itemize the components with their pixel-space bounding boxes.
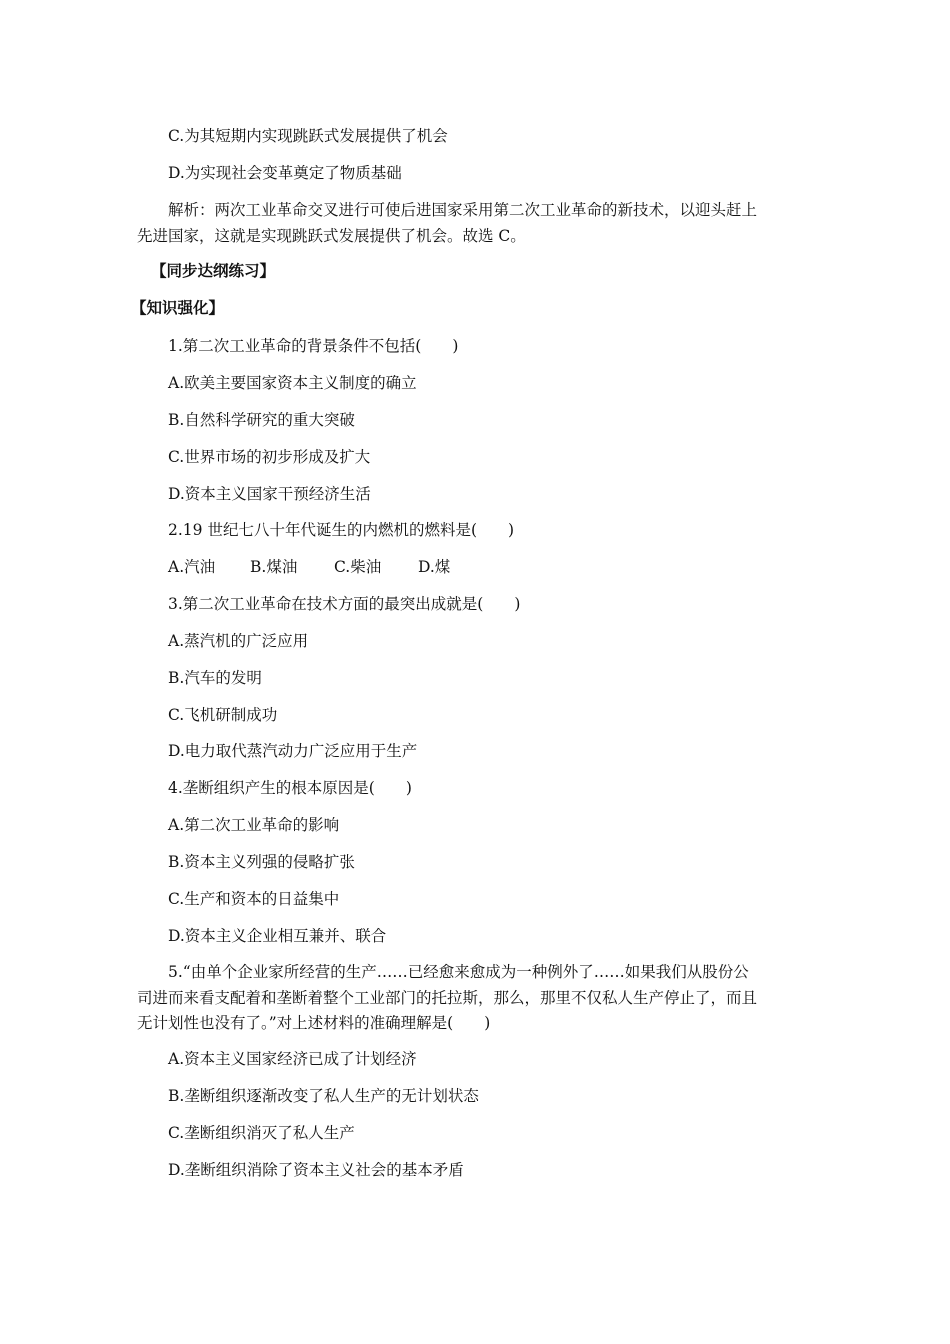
analysis-line-1: 解析：两次工业革命交叉进行可使后进国家采用第二次工业革命的新技术，以迎头赶上: [168, 201, 758, 219]
prev-option-d: D.为实现社会变革奠定了物质基础: [168, 164, 402, 182]
q4-option-d: D.资本主义企业相互兼并、联合: [168, 927, 387, 945]
q1-option-c: C.世界市场的初步形成及扩大: [168, 448, 371, 466]
q3-stem: 3.第二次工业革命在技术方面的最突出成就是( ): [168, 595, 521, 613]
q4-option-c: C.生产和资本的日益集中: [168, 890, 340, 908]
q2-option-a: A.汽油: [168, 558, 216, 576]
q1-option-a: A.欧美主要国家资本主义制度的确立: [168, 374, 417, 392]
q5-option-a: A.资本主义国家经济已成了计划经济: [168, 1050, 417, 1068]
q3-option-c: C.飞机研制成功: [168, 706, 278, 724]
q3-option-a: A.蒸汽机的广泛应用: [168, 632, 309, 650]
q5-stem-line-3: 无计划性也没有了。”对上述材料的准确理解是( ): [137, 1014, 491, 1032]
q2-option-c: C.柴油: [334, 558, 382, 576]
q4-option-a: A.第二次工业革命的影响: [168, 816, 340, 834]
section-heading-sync-practice: 【同步达纲练习】: [151, 262, 276, 280]
prev-option-c: C.为其短期内实现跳跃式发展提供了机会: [168, 127, 448, 145]
q5-option-c: C.垄断组织消灭了私人生产: [168, 1124, 355, 1142]
q1-option-b: B.自然科学研究的重大突破: [168, 411, 355, 429]
analysis-line-2: 先进国家，这就是实现跳跃式发展提供了机会。故选 C。: [137, 227, 526, 245]
q2-option-b: B.煤油: [250, 558, 298, 576]
q4-option-b: B.资本主义列强的侵略扩张: [168, 853, 355, 871]
q3-option-b: B.汽车的发明: [168, 669, 262, 687]
section-heading-knowledge: 【知识强化】: [131, 299, 225, 317]
q5-option-d: D.垄断组织消除了资本主义社会的基本矛盾: [168, 1161, 464, 1179]
q1-stem: 1.第二次工业革命的背景条件不包括( ): [168, 337, 459, 355]
q5-option-b: B.垄断组织逐渐改变了私人生产的无计划状态: [168, 1087, 479, 1105]
q5-stem-line-1: 5.“由单个企业家所经营的生产……已经愈来愈成为一种例外了……如果我们从股份公: [168, 963, 749, 981]
q4-stem: 4.垄断组织产生的根本原因是( ): [168, 779, 412, 797]
q1-option-d: D.资本主义国家干预经济生活: [168, 485, 371, 503]
q2-stem: 2.19 世纪七八十年代诞生的内燃机的燃料是( ): [168, 521, 515, 539]
q3-option-d: D.电力取代蒸汽动力广泛应用于生产: [168, 742, 418, 760]
q5-stem-line-2: 司进而来看支配着和垄断着整个工业部门的托拉斯，那么，那里不仅私人生产停止了，而且: [137, 989, 758, 1007]
q2-option-d: D.煤: [418, 558, 451, 576]
